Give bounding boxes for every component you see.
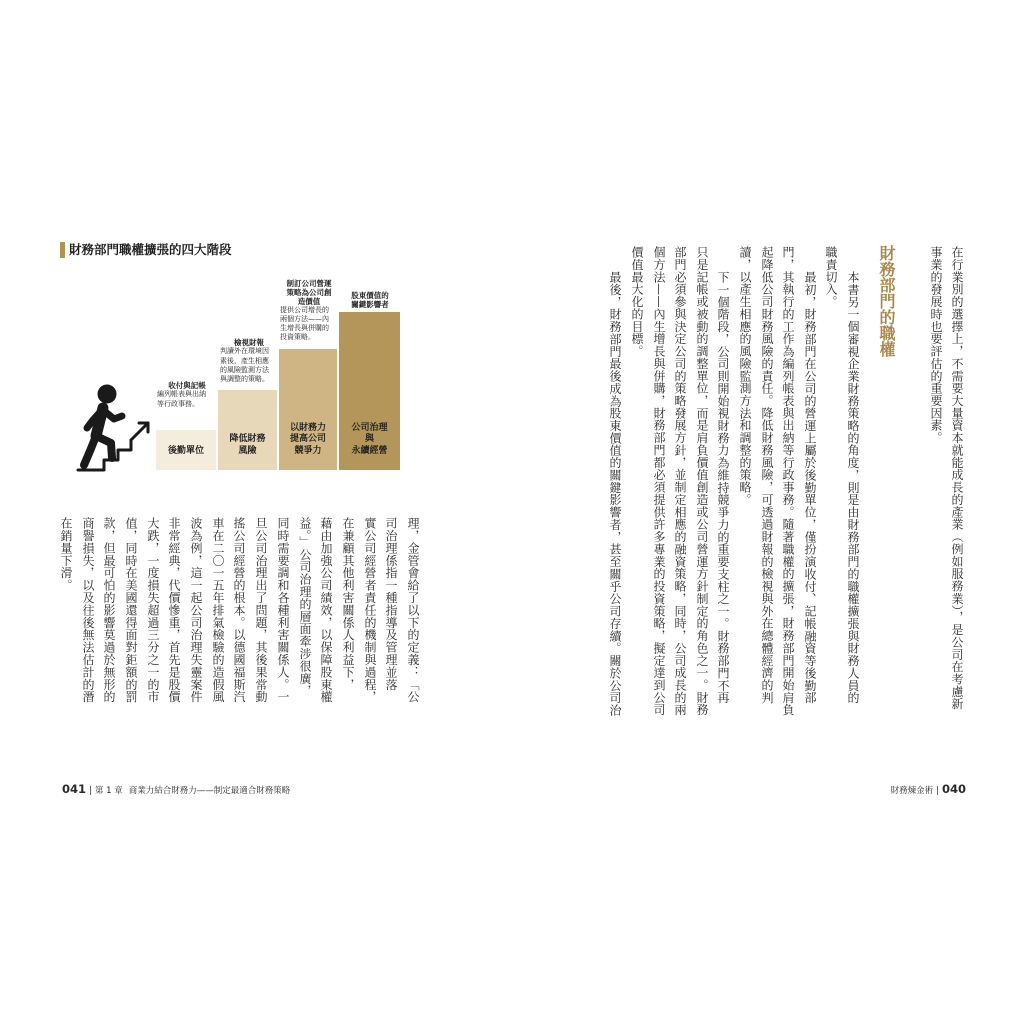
stage-note-line: 投資策略。 [280, 332, 315, 341]
stage-note-line: 判讀外在環境因 [220, 347, 269, 356]
body-text-column: 起降低公司財務風險的責任。降低財務風險，可透過財報的檢視與外在總體經濟的判 [760, 246, 774, 704]
stage-1-label [156, 446, 216, 458]
stage-label-line: 與 [364, 434, 374, 444]
body-text-column: 在兼顧其他利害關係人利益下， [341, 517, 355, 691]
person-climbing-stairs-icon [76, 383, 156, 473]
stage-note-title: 收付與記帳 [168, 381, 206, 390]
stage-note-line: 生增長與併購的 [280, 323, 329, 332]
body-text-column: 理，金管會給了以下的定義：「公 [406, 517, 420, 703]
body-text-column: 司治理係指一種指導及管理並落 [384, 517, 398, 691]
stage-note-title: 關鍵影響者 [351, 300, 389, 310]
body-text-column: 職責切入。 [824, 246, 838, 308]
book-title: 財務煉金術 [890, 786, 934, 796]
stage-note-title: 制訂公司營運 [286, 279, 332, 288]
body-text-column: 車在二〇一五年排氣檢驗的造假風 [211, 517, 225, 703]
stage-label-line: 降低財務 [229, 434, 266, 444]
body-text-column: 值，同時在美國還得面對鉅額的罰 [124, 517, 138, 703]
body-text-column: 只是記帳或被動的調整單位，而是肩負價值創造或公司營運方針制定的角色之一。財務 [695, 246, 709, 717]
section-heading: 財務部門的職權 [877, 245, 896, 357]
body-text-column: 益。」公司治理的層面牽涉很廣， [298, 517, 312, 697]
stage-2-label [218, 434, 277, 457]
stage-label-line: 風險 [238, 445, 257, 456]
stage-label-line: 提高公司 [289, 434, 326, 444]
stage-1-block [156, 430, 216, 470]
stage-note-line: 提供公司增長的 [280, 306, 329, 315]
page-number: 040 [941, 782, 966, 796]
body-text-column: 在行業別的選擇上，不需要大量資本就能成長的產業（例如服務業），是公司在考慮新 [950, 246, 964, 711]
stage-3-note [280, 280, 338, 342]
stage-note-title: 檢視財報 [234, 338, 264, 347]
stage-4-label [339, 423, 400, 458]
body-text-column: 本書另一個審視企業財務策略的角度，則是由財務部門的職權擴張與財務人員的 [846, 271, 860, 704]
body-text-column: 大跌，一度損失超過三分之一的市 [146, 517, 160, 703]
stage-label-line: 競爭力 [294, 445, 322, 456]
stage-2-note [220, 338, 278, 384]
footer-separator: | [89, 786, 92, 796]
stage-4-block [339, 312, 400, 470]
body-text-column: 部門必須參與決定公司的策略發展方針，並制定相應的融資策略，同時，公司成長的兩 [673, 246, 687, 717]
stage-note-title: 策略為公司創 [286, 287, 332, 297]
body-text-column: 個方法——內生增長與併購，財務部門都必須提供許多專業的投資策略，擬定達到公司 [652, 246, 666, 717]
stage-label-line: 公司治理 [351, 422, 388, 433]
stage-note-line: 兩個方法——內 [280, 315, 329, 324]
stage-note-line: 與調整的策略。 [220, 375, 269, 384]
footer-separator: | [936, 786, 939, 796]
footer-left [62, 782, 290, 799]
body-text-column: 讀，以產生相應的風險監測方法和調整的策略。 [738, 246, 752, 506]
stage-label-line: 以財務力 [289, 422, 326, 433]
figure-title-marker [60, 242, 65, 258]
stage-note-line: 素後，產生相應 [220, 356, 269, 365]
stage-label-line: 永續經營 [351, 445, 388, 456]
body-text-column: 非常經典，代價慘重，首先是股價 [167, 517, 181, 703]
figure-title: 財務部門職權擴張的四大階段 [69, 242, 232, 257]
chapter-label: 第 1 章 [94, 786, 123, 796]
stage-4-note [340, 291, 400, 310]
body-text-column: 實公司經營者責任的機制與過程， [363, 517, 377, 703]
stage-3-block [279, 349, 337, 470]
chapter-title: 商業力結合財務力——制定最適合財務策略 [128, 786, 291, 796]
stage-note-title: 股東價值的 [351, 291, 389, 300]
body-text-column: 款，但最可怕的影響莫過於無形的 [102, 517, 116, 703]
body-text-column: 商譽損失，以及往後無法估計的潛 [81, 517, 95, 703]
stage-label-line: 後勤單位 [167, 445, 204, 456]
body-text-column: 藉由加強公司績效，以保障股東權 [319, 517, 333, 703]
stage-3-label [279, 423, 337, 458]
body-text-column: 旦公司治理出了問題，其後果常動 [254, 517, 268, 703]
stage-note-title: 造價值 [297, 296, 321, 306]
body-text-column: 價值最大化的目標。 [630, 246, 644, 358]
stage-note-line: 等行政事務。 [157, 399, 199, 408]
body-text-column: 最後，財務部門最後成為股東價值的關鍵影響者，甚至關乎公司存續。關於公司治 [608, 271, 622, 717]
footer-right [891, 782, 966, 799]
stage-note-line: 編列帳表與出納 [157, 390, 206, 399]
body-text-column: 同時需要調和各種利害關係人。一 [276, 517, 290, 703]
stage-2-block [218, 390, 277, 470]
stage-note-line: 的風險監測方法 [220, 365, 269, 374]
body-text-column: 事業的發展時也要評估的重要因素。 [929, 246, 943, 444]
body-text-column: 最初，財務部門在公司的營運上屬於後勤單位，僅扮演收付、記帳融資等後勤部 [803, 271, 817, 704]
body-text-column: 下一個階段，公司則開始視財務力為維持競爭力的重要支柱之一。財務部門不再 [716, 271, 730, 704]
body-text-column: 門，其執行的工作為編列帳表與出納等行政事務。隨著職權的擴張，財務部門開始肩負 [781, 246, 795, 717]
body-text-column: 波為例，這一起公司治理失靈案件 [189, 517, 203, 703]
page-number: 041 [62, 782, 87, 796]
body-text-column: 在銷量下滑。 [59, 517, 73, 592]
stage-1-note [157, 381, 217, 409]
body-text-column: 搖公司經營的根本。以德國福斯汽 [232, 517, 246, 703]
